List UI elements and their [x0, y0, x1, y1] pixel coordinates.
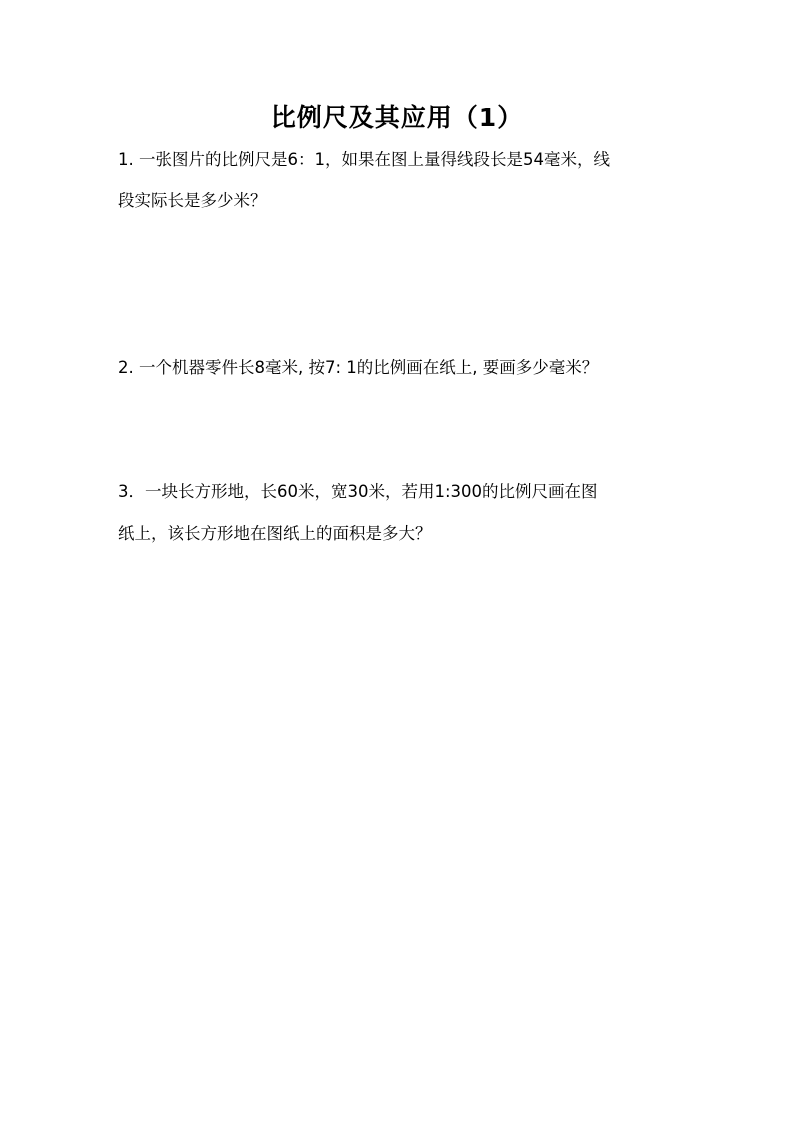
question-1-line-1: 1. 一张图片的比例尺是6：1，如果在图上量得线段长是54毫米，线 [118, 150, 610, 169]
question-1 [118, 150, 688, 211]
question-2-line-1: 2. 一个机器零件长8毫米, 按7: 1的比例画在纸上, 要画多少毫米？ [118, 358, 599, 377]
question-1-line-2: 段实际长是多少米？ [118, 191, 267, 210]
question-3 [118, 482, 688, 544]
question-3-line-2: 纸上，该长方形地在图纸上的面积是多大？ [118, 524, 432, 543]
page-title: 比例尺及其应用（1） [270, 103, 524, 132]
question-2 [118, 358, 688, 378]
question-3-line-1: 3．一块长方形地，长60米，宽30米，若用1:300的比例尺画在图 [118, 482, 598, 501]
